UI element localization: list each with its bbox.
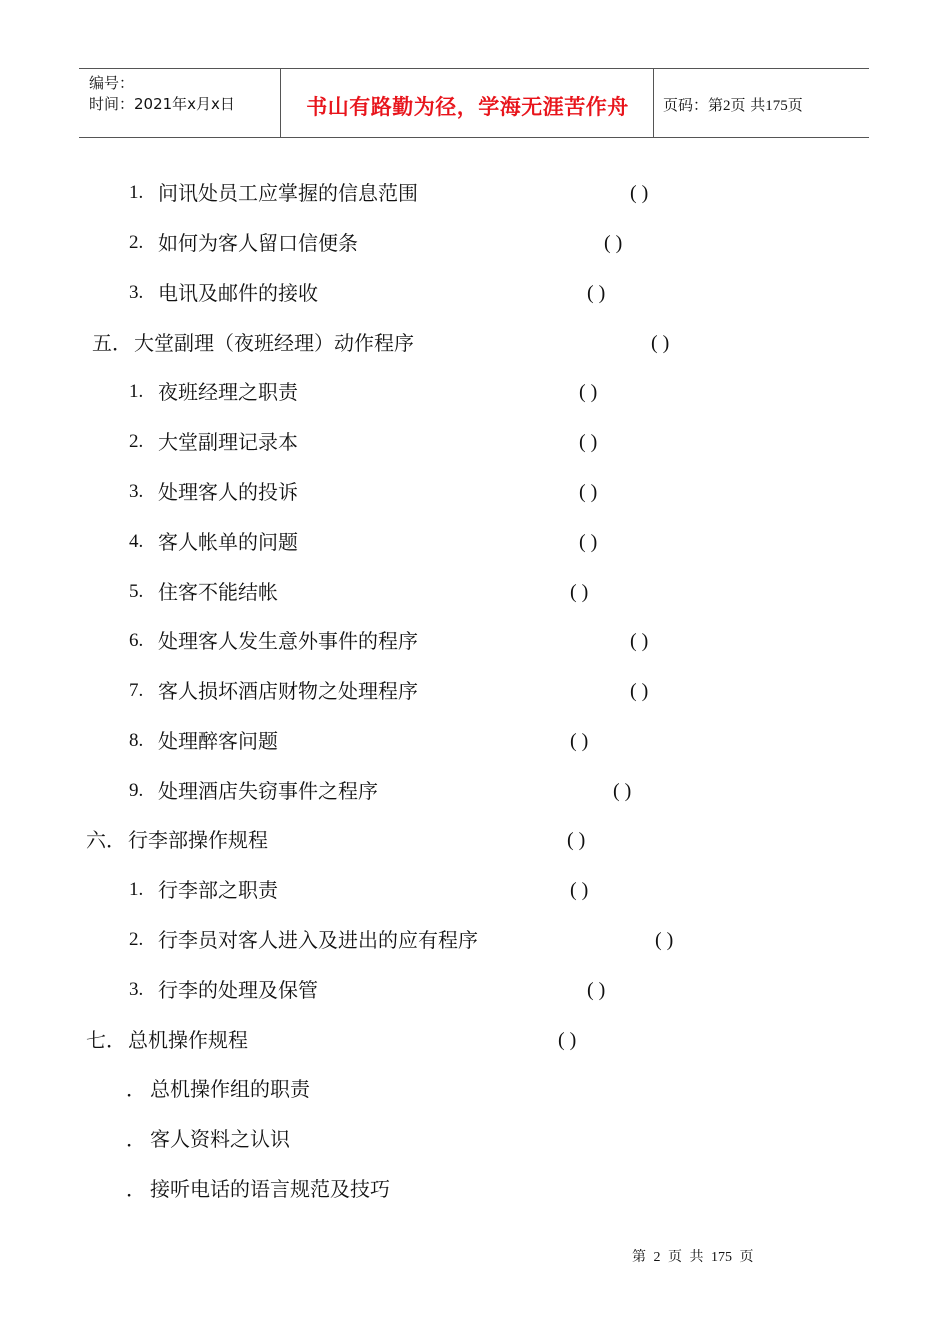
page-footer: 第 2 页 共 175 页 (632, 1250, 754, 1265)
toc-item-number: 2. (129, 929, 144, 950)
toc-item-title: 客人损坏酒店财物之处理程序 (158, 679, 418, 703)
toc-item-number: ． (126, 1177, 146, 1201)
toc-page-placeholder: ( ) (630, 182, 649, 204)
toc-item-number: 2. (129, 431, 144, 452)
toc-page-placeholder: ( ) (587, 979, 606, 1001)
toc-item-title: 电讯及邮件的接收 (158, 281, 318, 305)
toc-item-title: 行李员对客人进入及进出的应有程序 (158, 928, 478, 952)
toc-item-title: 行李部之职责 (158, 878, 278, 902)
header-motto: 书山有路勤为径，学海无涯苦作舟 (306, 95, 629, 119)
toc-page-placeholder: ( ) (651, 332, 670, 354)
toc-item-title: 行李的处理及保管 (158, 978, 318, 1002)
page-number: 2 (723, 98, 731, 114)
toc-item-number: ． (126, 1127, 146, 1151)
toc-item-title: 处理醉客问题 (158, 729, 278, 753)
toc-page-placeholder: ( ) (579, 531, 598, 553)
toc-item-number: 4. (129, 531, 144, 552)
toc-item-number: 3. (129, 481, 144, 502)
date-label: 时间：2021年x月x日 (89, 95, 235, 113)
toc-page-placeholder: ( ) (567, 829, 586, 851)
toc-page-placeholder: ( ) (604, 232, 623, 254)
page-mid: 页 共 (730, 96, 766, 114)
toc-item-number: 2. (129, 232, 144, 253)
toc-page-placeholder: ( ) (630, 630, 649, 652)
toc-item-title: 总机操作组的职责 (150, 1077, 310, 1101)
toc-item-number: 1. (129, 182, 144, 203)
code-label: 编号： (89, 74, 135, 92)
toc-item-number: 六． (86, 828, 126, 852)
toc-item-number: 6. (129, 630, 144, 651)
toc-page-placeholder: ( ) (570, 730, 589, 752)
toc-item-number: 9. (129, 780, 144, 801)
toc-item-title: 问讯处员工应掌握的信息范围 (158, 181, 418, 205)
header-meta (89, 73, 235, 115)
toc-item-title: 客人帐单的问题 (158, 530, 298, 554)
page-suffix: 页 (787, 96, 803, 114)
toc-page-placeholder: ( ) (558, 1029, 577, 1051)
toc-page-placeholder: ( ) (579, 481, 598, 503)
toc-item-number: 3. (129, 979, 144, 1000)
toc-item-title: 客人资料之认识 (150, 1127, 290, 1151)
toc-item-title: 大堂副理（夜班经理）动作程序 (134, 331, 414, 355)
toc-page-placeholder: ( ) (579, 381, 598, 403)
toc-item-number: 七． (86, 1028, 126, 1052)
toc-item-title: 处理客人发生意外事件的程序 (158, 629, 418, 653)
toc-item-number: ． (126, 1077, 146, 1101)
toc-item-title: 夜班经理之职责 (158, 380, 298, 404)
toc-item-number: 五． (92, 331, 132, 355)
toc-page-placeholder: ( ) (613, 780, 632, 802)
toc-page-placeholder: ( ) (579, 431, 598, 453)
toc-item-number: 8. (129, 730, 144, 751)
toc-item-number: 5. (129, 581, 144, 602)
toc-item-title: 住客不能结帐 (158, 580, 278, 604)
toc-item-title: 如何为客人留口信便条 (158, 231, 358, 255)
page-prefix: 页码：第 (663, 96, 724, 114)
toc-item-title: 大堂副理记录本 (158, 430, 298, 454)
header-page-info (663, 94, 803, 115)
toc-item-number: 1. (129, 381, 144, 402)
toc-item-number: 3. (129, 282, 144, 303)
toc-page-placeholder: ( ) (587, 282, 606, 304)
page-header (79, 68, 869, 138)
toc-item-number: 7. (129, 680, 144, 701)
toc-item-title: 接听电话的语言规范及技巧 (150, 1177, 390, 1201)
toc-page-placeholder: ( ) (570, 879, 589, 901)
page-total: 175 (765, 98, 788, 114)
toc-item-title: 行李部操作规程 (128, 828, 268, 852)
toc-page-placeholder: ( ) (570, 581, 589, 603)
toc-page-placeholder: ( ) (655, 929, 674, 951)
toc-page-placeholder: ( ) (630, 680, 649, 702)
toc-item-title: 总机操作规程 (128, 1028, 248, 1052)
toc-item-title: 处理酒店失窃事件之程序 (158, 779, 378, 803)
toc-item-number: 1. (129, 879, 144, 900)
toc-item-title: 处理客人的投诉 (158, 480, 298, 504)
